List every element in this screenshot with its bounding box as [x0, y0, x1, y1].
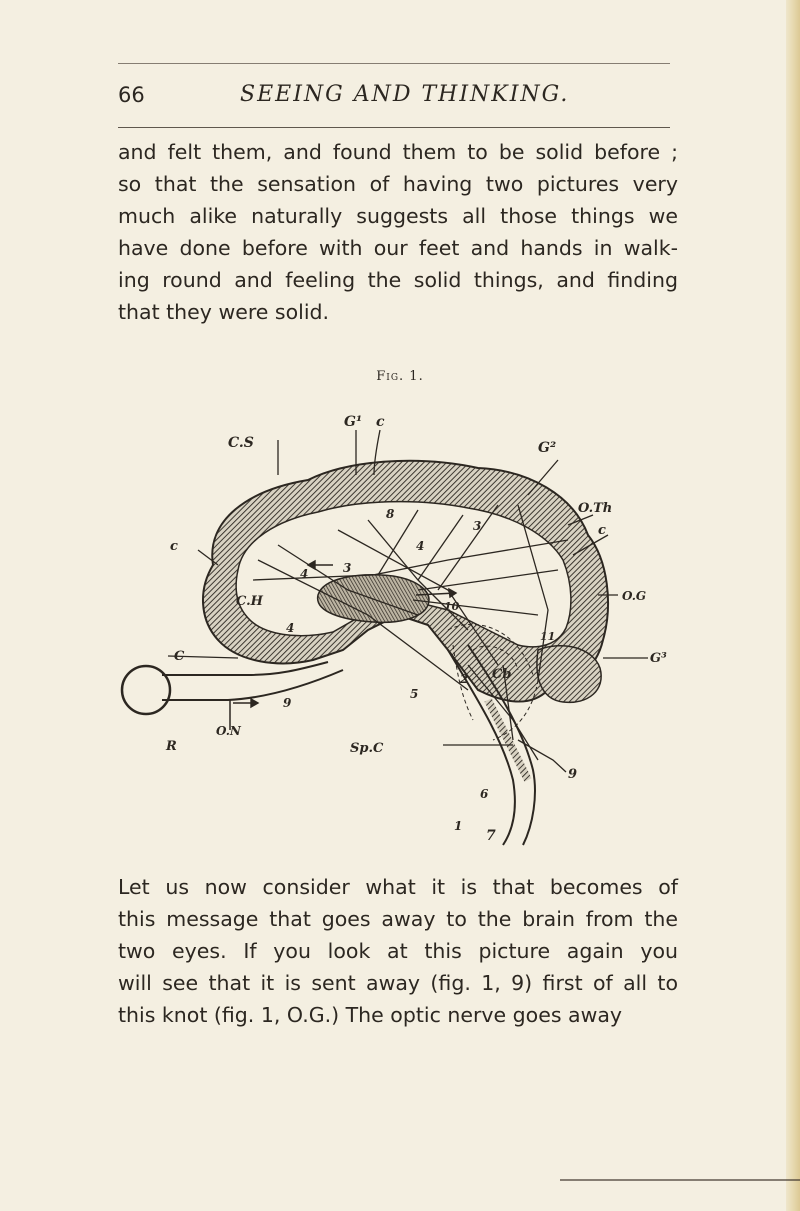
figure-caption: Fig. 1.: [376, 369, 424, 384]
label-ch: C.H: [236, 594, 263, 609]
label-3-top: 3: [473, 519, 482, 533]
page-number: 66: [118, 83, 145, 107]
label-c-left: c: [170, 539, 178, 554]
label-on: O.N: [216, 724, 241, 738]
text-line: this knot (fig. 1, O.G.) The optic nerve goes away: [118, 1003, 623, 1027]
paragraph-2: [118, 871, 678, 1031]
label-10: 10: [444, 600, 460, 613]
running-head: [118, 78, 670, 112]
page-bottom-edge: [560, 1179, 800, 1181]
text-line: this message that goes away to the brain from the: [118, 907, 678, 931]
label-c-right: c: [598, 523, 606, 538]
label-4c: 4: [286, 621, 295, 635]
text-line: and felt them, and found them to be solid before ;: [118, 140, 678, 164]
text-line: that they were solid.: [118, 300, 330, 324]
label-cb: Cb: [492, 667, 512, 682]
label-c-lower: C: [174, 649, 185, 664]
text-line: Let us now consider what it is that becomes of: [118, 875, 678, 899]
label-r: R: [166, 739, 177, 754]
running-title: SEEING AND THINKING.: [240, 82, 570, 107]
optic-nerve: [162, 662, 343, 700]
label-1: 1: [454, 819, 463, 833]
label-g2: G²: [538, 440, 557, 456]
paragraph-1: [118, 136, 678, 328]
eye: [122, 666, 170, 714]
page-edge-shadow: [786, 0, 800, 1211]
label-8: 8: [386, 507, 395, 521]
label-2: 2: [460, 672, 469, 686]
label-9-arrow: 9: [283, 696, 292, 710]
header-rule-bottom: [118, 127, 670, 128]
label-7: 7: [486, 828, 496, 844]
text-line: will see that it is sent away (fig. 1, 9) first of all to: [118, 971, 678, 995]
label-g3: G³: [650, 651, 667, 666]
label-oth: O.Th: [578, 501, 613, 516]
label-5: 5: [410, 687, 419, 701]
label-11: 11: [540, 630, 556, 643]
label-4a: 4: [300, 567, 309, 581]
label-og: O.G: [622, 589, 647, 603]
text-line: much alike naturally suggests all those things we: [118, 204, 678, 228]
label-6: 6: [480, 787, 489, 801]
label-g1: G¹: [344, 414, 363, 430]
label-cs: C.S: [228, 435, 254, 451]
text-line: have done before with our feet and hands in walk-: [118, 236, 678, 260]
label-c-top: c: [376, 414, 385, 430]
label-3-mid: 3: [343, 561, 352, 575]
label-4b: 4: [416, 539, 425, 553]
brain-diagram-svg: [118, 400, 678, 855]
header-rule-top: [118, 63, 670, 64]
brain-diagram-figure: [118, 400, 678, 855]
text-line: so that the sensation of having two pictures very: [118, 172, 678, 196]
label-9-right: 9: [568, 767, 578, 782]
label-spc: Sp.C: [350, 741, 384, 756]
text-line: ing round and feeling the solid things, and finding: [118, 268, 678, 292]
text-line: two eyes. If you look at this picture again you: [118, 939, 678, 963]
